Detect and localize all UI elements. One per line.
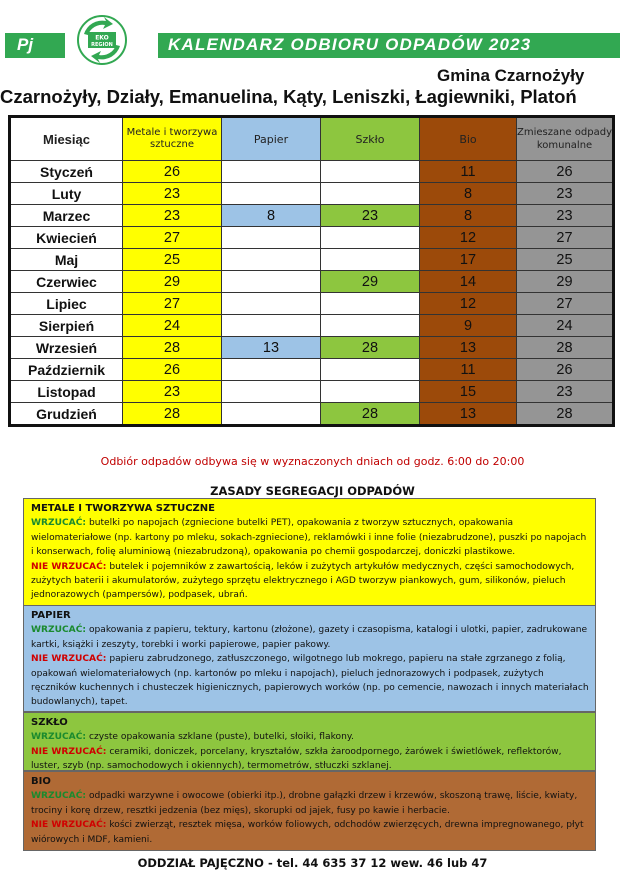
cell-mixed: 28 [517,403,614,426]
rules-metal-throw [31,516,589,559]
table-row [10,271,614,293]
cell-bio: 15 [420,381,517,403]
no-throw-label: NIE WRZUCAĆ: [31,561,107,572]
cell-paper: 13 [222,337,321,359]
cell-mixed: 23 [517,183,614,205]
rules-paper-title: PAPIER [31,610,71,621]
pickup-calendar-table [8,115,615,427]
eko-region-logo-icon [76,14,128,66]
rules-metal-no-throw [31,560,589,603]
rules-metal-title: METALE I TWORZYWA SZTUCZNE [31,503,215,514]
rules-paper-box [23,605,596,712]
cell-mixed: 26 [517,359,614,381]
table-header-row [10,117,614,161]
header-bio: Bio [420,117,517,161]
cell-bio: 11 [420,359,517,381]
villages-list: Czarnożyły, Działy, Emanuelina, Kąty, Leniszki, Łagiewniki, Platoń [0,86,577,107]
rules-bio-throw [31,789,589,818]
cell-mixed: 28 [517,337,614,359]
cell-glass [321,315,420,337]
cell-glass [321,161,420,183]
cell-month: Sierpień [10,315,123,337]
cell-paper [222,183,321,205]
cell-metal: 23 [123,381,222,403]
cell-glass: 29 [321,271,420,293]
cell-paper [222,403,321,426]
cell-glass: 28 [321,403,420,426]
rules-bio-no-throw-text: kości zwierząt, resztek mięsa, worków foliowych, odchodów zwierzęcych, drewna impregnowanego, płyt wiórowych i MDF, kamieni. [31,820,584,845]
cell-month: Październik [10,359,123,381]
cell-metal: 28 [123,403,222,426]
cell-paper: 8 [222,205,321,227]
cell-paper [222,271,321,293]
table-row [10,403,614,426]
gmina-name: Gmina Czarnożyły [437,66,585,85]
no-throw-label: NIE WRZUCAĆ: [31,820,107,831]
cell-paper [222,227,321,249]
table-row [10,249,614,271]
rules-paper-no-throw-text: papieru zabrudzonego, zatłuszczonego, wilgotnego lub mokrego, papieru na stałe zgrzanego z folią, opakowań wielomateriałowych (np. kartonów po mleku i napojach), pieluch jednorazowych i podpasek, zużytych ręczników kuchennych i chusteczek higienicznych, papierowych worków (np. po cemencie, nawozach i innych materiałach budowlanych), tapet. [31,654,589,708]
cell-glass [321,227,420,249]
cell-bio: 12 [420,227,517,249]
header-paper: Papier [222,117,321,161]
cell-glass [321,293,420,315]
cell-glass: 23 [321,205,420,227]
logo-text-top: EKO [95,34,109,42]
rules-bio-no-throw [31,818,589,847]
cell-bio: 11 [420,161,517,183]
cell-bio: 17 [420,249,517,271]
rules-glass-no-throw [31,745,589,774]
cell-metal: 23 [123,183,222,205]
cell-month: Luty [10,183,123,205]
cell-paper [222,381,321,403]
logo-text-bottom: REGION [91,42,113,48]
title-banner [158,33,620,58]
cell-metal: 26 [123,359,222,381]
badge-banner [5,33,65,58]
cell-paper [222,249,321,271]
no-throw-label: NIE WRZUCAĆ: [31,654,107,665]
table-row [10,183,614,205]
table-row [10,293,614,315]
cell-metal: 25 [123,249,222,271]
cell-mixed: 23 [517,205,614,227]
cell-glass [321,381,420,403]
cell-paper [222,359,321,381]
no-throw-label: NIE WRZUCAĆ: [31,746,107,757]
header-mixed: Zmieszane odpady komunalne [517,117,614,161]
cell-mixed: 23 [517,381,614,403]
rules-metal-no-throw-text: butelek i pojemników z zawartością, leków i zużytych artykułów medycznych, części samochodowych, zużytych baterii i akumulatorów, zużytego sprzętu elektrycznego i AGD tworzyw piankowych, gum, silikonów, pieluch jednorazowych (pampersów), podpasek, ubrań. [31,561,575,601]
cell-mixed: 25 [517,249,614,271]
pickup-hours-note: Odbiór odpadów odbywa się w wyznaczonych dniach od godz. 6:00 do 20:00 [100,455,525,468]
cell-month: Wrzesień [10,337,123,359]
cell-glass [321,183,420,205]
table-row [10,337,614,359]
cell-metal: 28 [123,337,222,359]
rules-bio-box [23,771,596,851]
throw-label: WRZUCAĆ: [31,625,87,636]
footer-contact: ODDZIAŁ PAJĘCZNO - tel. 44 635 37 12 wew. 46 lub 47 [137,856,488,870]
header-metal: Metale i tworzywa sztuczne [123,117,222,161]
cell-month: Listopad [10,381,123,403]
table-row [10,227,614,249]
rules-paper-throw [31,623,589,652]
cell-bio: 12 [420,293,517,315]
cell-metal: 27 [123,293,222,315]
cell-metal: 23 [123,205,222,227]
rules-bio-title: BIO [31,776,51,787]
cell-month: Lipiec [10,293,123,315]
cell-bio: 13 [420,403,517,426]
badge-text: Pj [17,35,34,54]
rules-glass-no-throw-text: ceramiki, doniczek, porcelany, kryształów, szkła żaroodpornego, żarówek i świetlówek, reflektorów, luster, szyb (np. samochodowych i okiennych), termometrów, stłuczki szklanej. [31,746,562,772]
cell-metal: 29 [123,271,222,293]
cell-mixed: 24 [517,315,614,337]
cell-month: Styczeń [10,161,123,183]
cell-bio: 13 [420,337,517,359]
cell-mixed: 27 [517,293,614,315]
cell-paper [222,315,321,337]
rules-metal-box [23,498,596,608]
cell-month: Marzec [10,205,123,227]
table-row [10,381,614,403]
table-row [10,161,614,183]
header-glass: Szkło [321,117,420,161]
cell-paper [222,293,321,315]
header-month: Miesiąc [10,117,123,161]
rules-paper-throw-text: opakowania z papieru, tektury, kartonu (złożone), gazety i czasopisma, katalogi i ulotki, papier, zadrukowane kartki, książki i zeszyty, torebki i worki papierowe, papier pakowy. [31,625,588,650]
table-row [10,315,614,337]
cell-glass [321,249,420,271]
cell-month: Czerwiec [10,271,123,293]
cell-metal: 24 [123,315,222,337]
rules-glass-throw-text: czyste opakowania szklane (puste), butelki, słoiki, flakony. [88,732,354,743]
cell-glass: 28 [321,337,420,359]
rules-title: ZASADY SEGREGACJI ODPADÓW [210,484,415,498]
cell-paper [222,161,321,183]
table-row [10,359,614,381]
rules-glass-title: SZKŁO [31,717,68,728]
cell-bio: 14 [420,271,517,293]
cell-mixed: 26 [517,161,614,183]
cell-metal: 27 [123,227,222,249]
throw-label: WRZUCAĆ: [31,732,87,743]
table-row [10,205,614,227]
cell-bio: 9 [420,315,517,337]
cell-bio: 8 [420,205,517,227]
throw-label: WRZUCAĆ: [31,518,87,529]
cell-month: Kwiecień [10,227,123,249]
cell-glass [321,359,420,381]
throw-label: WRZUCAĆ: [31,791,87,802]
rules-bio-throw-text: odpadki warzywne i owocowe (obierki itp.), drobne gałązki drzew i krzewów, skoszoną trawę, liście, kwiaty, trociny i korę drzew, resztki jedzenia (bez mięs), skorupki od jajek, fusy po kawie i herbacie. [31,791,578,816]
calendar-title: KALENDARZ ODBIORU ODPADÓW 2023 [168,35,532,54]
cell-mixed: 29 [517,271,614,293]
cell-month: Maj [10,249,123,271]
cell-mixed: 27 [517,227,614,249]
rules-paper-no-throw [31,652,589,710]
cell-metal: 26 [123,161,222,183]
cell-bio: 8 [420,183,517,205]
rules-glass-throw [31,730,589,744]
rules-glass-box [23,712,596,771]
rules-metal-throw-text: butelki po napojach (zgniecione butelki PET), opakowania z tworzyw sztucznych, opakowania wielomateriałowe (np. kartony po mleku, sokach-zgniecione), reklamówki i inne folie (niezabrudzone), puszki po napojach i konserwach, folię aluminiową (niezabrudzoną), opakowania po chemii gospodarczej, doniczki plastikowe. [31,518,587,558]
cell-month: Grudzień [10,403,123,426]
